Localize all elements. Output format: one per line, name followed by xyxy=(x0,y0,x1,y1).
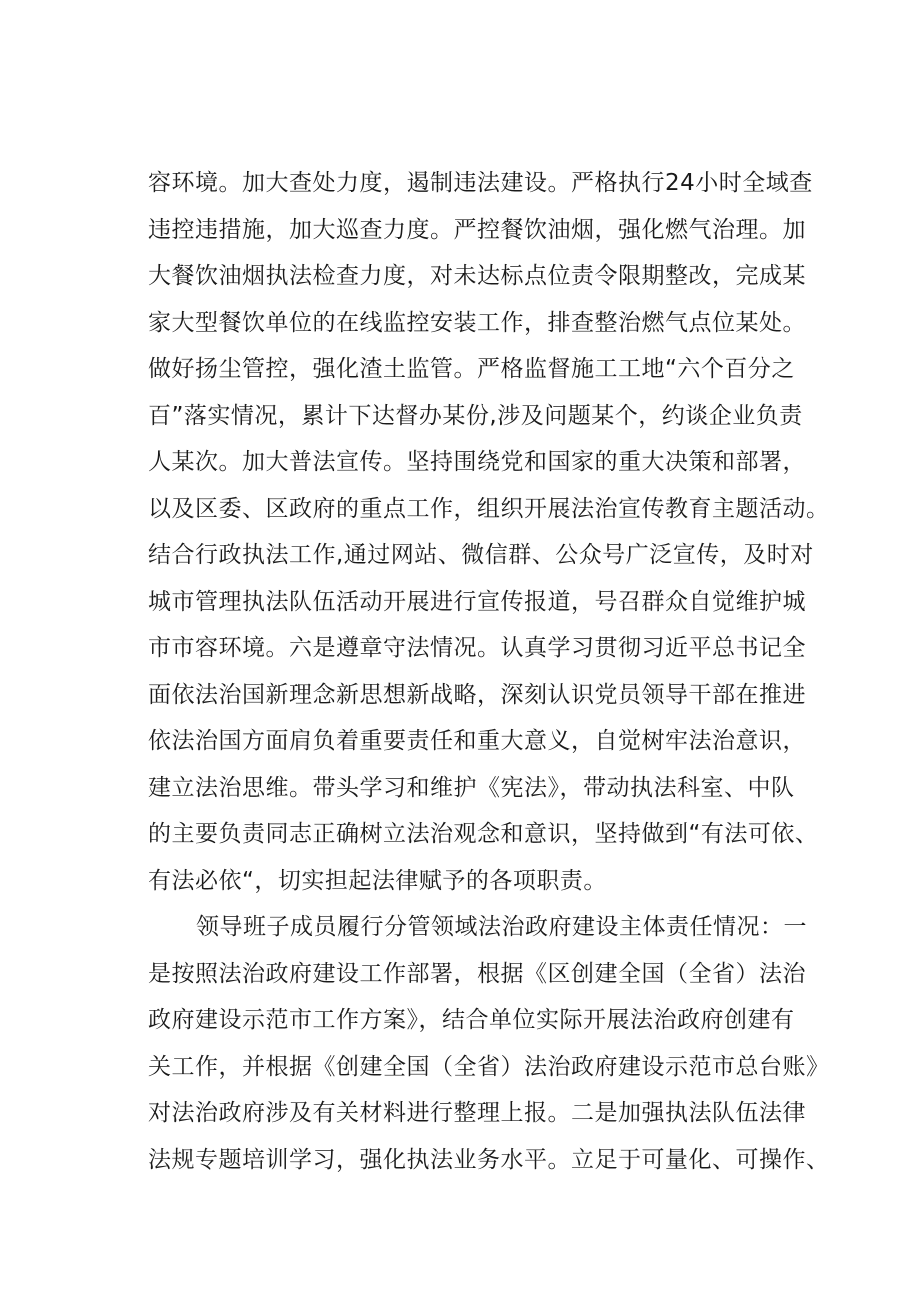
text-line: 结合行政执法工作,通过网站、微信群、公众号广泛宣传，及时对 xyxy=(148,542,814,568)
document-body xyxy=(148,160,828,1183)
text-line: 容环境。加大查处力度，遏制违法建设。严格执行24小时全域查 xyxy=(148,170,813,196)
text-line: 违控违措施，加大巡查力度。严控餐饮油烟，强化燃气治理。加 xyxy=(148,216,806,243)
text-line: 是按照法治政府建设工作部署，根据《区创建全国（全省）法治 xyxy=(148,960,806,987)
text-line: 家大型餐饮单位的在线监控安装工作，排查整治燃气点位某处。 xyxy=(148,309,806,336)
text-line: 做好扬尘管控，强化渣土监管。严格监督施工工地“六个百分之 xyxy=(148,356,795,382)
text-line: 大餐饮油烟执法检查力度，对未达标点位责令限期整改，完成某 xyxy=(148,263,806,289)
text-line: 人某次。加大普法宣传。坚持围绕党和国家的重大决策和部署， xyxy=(148,449,806,475)
text-line: 关工作，并根据《创建全国（全省）法治政府建设示范市总台账》 xyxy=(148,1053,830,1080)
text-line: 有法必依“，切实担起法律赋予的各项职责。 xyxy=(148,867,607,894)
paragraph-1 xyxy=(148,160,828,904)
text-line: 建立法治思维。带头学习和维护《宪法》，带动执法科室、中队 xyxy=(148,774,795,801)
text-line: 市市容环境。六是遵章守法情况。认真学习贯彻习近平总书记全 xyxy=(148,635,806,661)
text-line-indented: 领导班子成员履行分管领域法治政府建设主体责任情况：一 xyxy=(196,914,807,940)
text-line: 法规专题培训学习，强化执法业务水平。立足于可量化、可操作、 xyxy=(148,1146,830,1173)
text-line: 对法治政府涉及有关材料进行整理上报。二是加强执法队伍法律 xyxy=(148,1100,806,1126)
text-line: 依法治国方面肩负着重要责任和重大意义，自觉树牢法治意识， xyxy=(148,728,806,754)
text-line: 百”落实情况，累计下达督办某份,涉及问题某个，约谈企业负责 xyxy=(148,402,803,429)
paragraph-2 xyxy=(148,904,828,1183)
text-line: 的主要负责同志正确树立法治观念和意识，坚持做到“有法可依、 xyxy=(148,821,819,847)
text-line: 以及区委、区政府的重点工作，组织开展法治宣传教育主题活动。 xyxy=(148,495,830,522)
text-line: 政府建设示范市工作方案》，结合单位实际开展法治政府创建有 xyxy=(148,1007,795,1033)
text-line: 面依法治国新理念新思想新战略，深刻认识党员领导干部在推进 xyxy=(148,681,806,708)
text-line: 城市管理执法队伍活动开展进行宣传报道，号召群众自觉维护城 xyxy=(148,588,806,615)
